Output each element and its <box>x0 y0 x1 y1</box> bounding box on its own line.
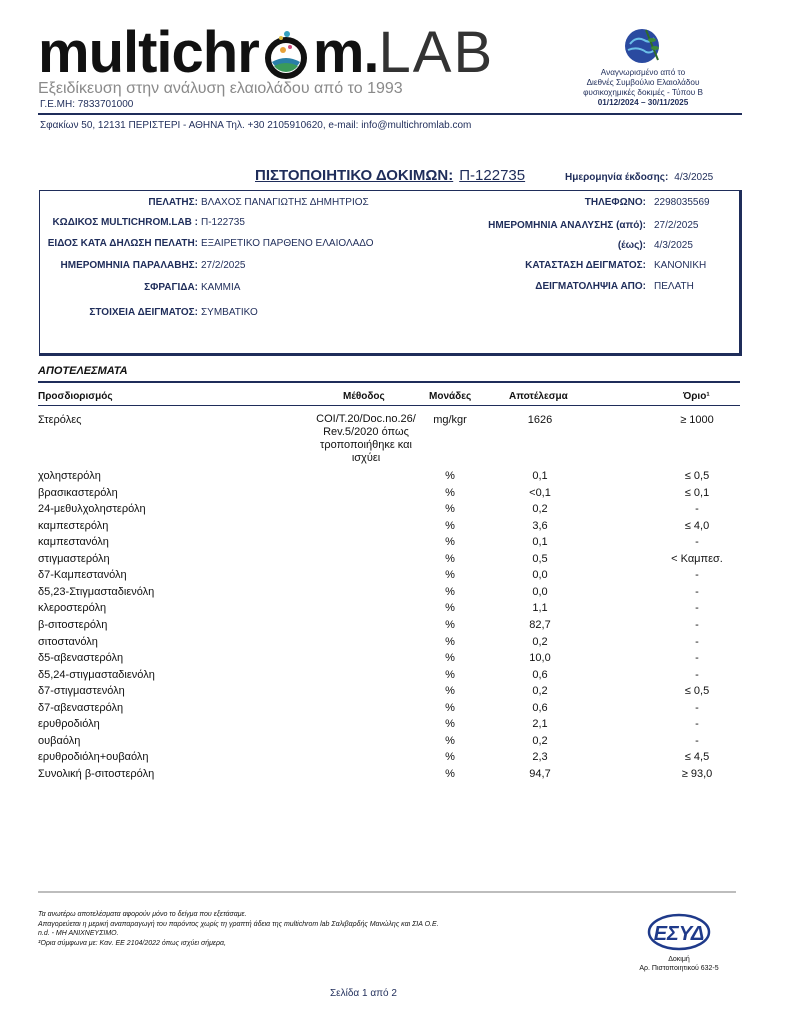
accreditation-line: 01/12/2024 – 30/11/2025 <box>597 98 689 107</box>
row-result: 3,6 <box>532 520 548 532</box>
row-result: 0,1 <box>532 470 548 482</box>
footer-note: Τα ανωτέρω αποτελέσματα αφορούν μόνο το δείγμα που εξετάσαμε. <box>38 911 247 918</box>
row-name: κλεροστερόλη <box>38 602 107 614</box>
sampling-label: ΔΕΙΓΜΑΤΟΛΗΨΙΑ ΑΠΟ: <box>535 281 646 292</box>
column-header-result: Αποτέλεσμα <box>509 391 568 402</box>
row-result: 0,6 <box>532 702 548 714</box>
row-result: 94,7 <box>529 768 551 780</box>
column-header-limit: Όριο¹ <box>683 391 710 402</box>
issue-date <box>565 172 713 183</box>
row-name: Συνολική β-σιτοστερόλη <box>38 768 155 780</box>
received-date-value: 27/2/2025 <box>201 260 246 271</box>
row-unit: % <box>445 569 455 581</box>
analysis-from-value: 27/2/2025 <box>654 220 699 231</box>
row-unit: % <box>445 652 455 664</box>
row-result: 0,2 <box>532 636 548 648</box>
row-result: 0,6 <box>532 669 548 681</box>
row-unit: % <box>445 751 455 763</box>
analysis-from-label: ΗΜΕΡΟΜΗΝΙΑ ΑΝΑΛΥΣΗΣ (από): <box>488 220 646 231</box>
column-header-method: Μέθοδος <box>343 391 385 402</box>
row-limit: - <box>695 602 699 614</box>
row-limit: - <box>695 586 699 598</box>
row-result: 0,2 <box>532 685 548 697</box>
row-limit: - <box>695 652 699 664</box>
esyd-logo <box>647 912 711 952</box>
column-header-units: Μονάδες <box>429 391 472 402</box>
phone-value: 2298035569 <box>654 197 710 208</box>
flask-icon <box>261 28 311 80</box>
row-name: σιτοστανόλη <box>38 636 98 648</box>
sterols-method: COI/T.20/Doc.no.26/ Rev.5/2020 όπως τροποποιήθηκε και ισχύει <box>316 413 416 464</box>
footer-divider <box>38 891 736 893</box>
row-limit: ≥ 93,0 <box>681 768 713 780</box>
seal-label: ΣΦΡΑΓΙΔΑ: <box>144 282 198 293</box>
accreditation-line: φυσικοχημικές δοκιμές - Τύπου Β <box>583 88 703 97</box>
client-label: ΠΕΛΑΤΗΣ: <box>148 197 198 208</box>
declared-type-value: ΕΞΑΙΡΕΤΙΚΟ ΠΑΡΘΕΝΟ ΕΛΑΙΟΛΑΔΟ <box>201 238 374 249</box>
row-result: 0,2 <box>532 503 548 515</box>
declared-type-label: ΕΙΔΟΣ ΚΑΤΑ ΔΗΛΩΣΗ ΠΕΛΑΤΗ: <box>47 238 198 249</box>
footer-note: ¹Όρια σύμφωνα με: Καν. ΕΕ 2104/2022 όπως ισχύει σήμερα, <box>38 939 226 947</box>
row-unit: % <box>445 685 455 697</box>
row-limit: - <box>695 536 699 548</box>
row-name: δ7-Καμπεστανόλη <box>38 569 127 581</box>
issue-date-value: 4/3/2025 <box>674 172 714 183</box>
row-name: ερυθροδιόλη <box>38 718 100 730</box>
certificate-title-label: ΠΙΣΤΟΠΟΙΗΤΙΚΟ ΔΟΚΙΜΩΝ: <box>255 167 454 184</box>
row-unit: % <box>445 503 455 515</box>
tagline: Εξειδίκευση στην ανάλυση ελαιολάδου από το 1993 <box>38 80 403 97</box>
row-limit: - <box>695 503 699 515</box>
esyd-logo-text: ΕΣΥΔ <box>653 923 705 945</box>
row-limit: ≤ 4,0 <box>684 520 710 532</box>
row-limit: ≤ 0,5 <box>684 685 710 697</box>
row-limit: - <box>695 669 699 681</box>
header-divider <box>38 113 742 115</box>
row-result: 0,0 <box>532 586 548 598</box>
row-unit: % <box>445 735 455 747</box>
accreditation-text <box>555 68 731 108</box>
client-value: ΒΛΑΧΟΣ ΠΑΝΑΓΙΩΤΗΣ ΔΗΜΗΤΡΙΟΣ <box>201 197 369 208</box>
logo-text-main: multichr <box>38 20 259 85</box>
row-result: 2,3 <box>532 751 548 763</box>
certificate-title <box>255 167 525 184</box>
sample-info-box <box>39 190 742 356</box>
analysis-to-label: (έως): <box>617 240 646 251</box>
row-unit: % <box>445 553 455 565</box>
sterols-name: Στερόλες <box>38 414 82 426</box>
footer-notes <box>38 910 439 948</box>
sample-condition-label: ΚΑΤΑΣΤΑΣΗ ΔΕΙΓΜΑΤΟΣ: <box>525 260 646 271</box>
sample-details-value: ΣΥΜΒΑΤΙΚΟ <box>201 307 258 318</box>
gemi-number: Γ.Ε.ΜΗ: 7833701000 <box>40 99 134 110</box>
row-unit: % <box>445 768 455 780</box>
row-name: ουβαόλη <box>38 735 81 747</box>
row-unit: % <box>445 487 455 499</box>
esyd-caption-line: Δοκιμή <box>668 956 690 963</box>
row-name: χοληστερόλη <box>38 470 101 482</box>
row-result: 0,2 <box>532 735 548 747</box>
row-unit: % <box>445 536 455 548</box>
sterols-unit: mg/kgr <box>433 414 467 426</box>
address-line: Σφακίων 50, 12131 ΠΕΡΙΣΤΕΡΙ - ΑΘΗΝΑ Τηλ. +30 2105910620, e-mail: info@multichromlab.com <box>40 120 472 131</box>
row-name: δ7-αβεναστερόλη <box>38 702 124 714</box>
row-unit: % <box>445 718 455 730</box>
row-name: δ5-αβεναστερόλη <box>38 652 124 664</box>
lab-logo <box>38 20 494 86</box>
results-divider-top <box>38 381 740 383</box>
row-limit: - <box>695 735 699 747</box>
sterols-limit: ≥ 1000 <box>680 414 714 426</box>
row-name: στιγμαστερόλη <box>38 553 110 565</box>
row-result: 10,0 <box>529 652 551 664</box>
row-name: δ7-στιγμαστενόλη <box>38 685 125 697</box>
row-unit: % <box>445 586 455 598</box>
row-name: β-σιτοστερόλη <box>38 619 108 631</box>
row-unit: % <box>445 470 455 482</box>
lab-code-value: Π-122735 <box>201 217 245 228</box>
row-unit: % <box>445 669 455 681</box>
row-limit: - <box>695 718 699 730</box>
logo-text-lab: LAB <box>378 20 495 85</box>
row-name: καμπεστανόλη <box>38 536 109 548</box>
issue-date-label: Ημερομηνία έκδοσης: <box>565 172 669 183</box>
row-result: 2,1 <box>532 718 548 730</box>
row-limit: < Καμπεσ. <box>671 553 723 565</box>
footer-note: n.d. - ΜΗ ΑΝΙΧΝΕΥΣΙΜΟ. <box>38 930 119 938</box>
results-divider-header <box>38 405 740 406</box>
analysis-to-value: 4/3/2025 <box>654 240 693 251</box>
row-limit: - <box>695 569 699 581</box>
row-limit: ≤ 0,1 <box>684 487 710 499</box>
row-name: 24-μεθυλχοληστερόλη <box>38 503 146 515</box>
logo-text-tail: m. <box>312 20 379 85</box>
ioc-globe-icon <box>622 26 662 66</box>
row-limit: ≤ 0,5 <box>684 470 710 482</box>
esyd-caption <box>630 955 728 973</box>
row-unit: % <box>445 520 455 532</box>
footer-note: Απαγορεύεται η μερική αναπαραγωγή του παρόντος χωρίς τη γραπτή άδεια της multichrom lab Σαλιβαρδής Μανώλης και ΣΙΑ Ο.Ε. <box>38 920 439 928</box>
row-limit: - <box>695 702 699 714</box>
received-date-label: ΗΜΕΡΟΜΗΝΙΑ ΠΑΡΑΛΑΒΗΣ: <box>60 260 198 271</box>
page-number: Σελίδα 1 από 2 <box>330 988 397 999</box>
esyd-caption-line: Αρ. Πιστοποιητικού 632-5 <box>639 965 719 972</box>
certificate-number: Π-122735 <box>459 167 526 184</box>
row-result: 1,1 <box>532 602 548 614</box>
row-name: βρασικαστερόλη <box>38 487 118 499</box>
column-header-parameter: Προσδιορισμός <box>38 391 113 402</box>
accreditation-line: Αναγνωρισμένο από το <box>600 68 686 77</box>
row-limit: - <box>695 636 699 648</box>
results-heading: ΑΠΟΤΕΛΕΣΜΑΤΑ <box>38 365 128 377</box>
row-result: 0,0 <box>532 569 548 581</box>
row-name: δ5,24-στιγμασταδιενόλη <box>38 669 155 681</box>
sample-details-label: ΣΤΟΙΧΕΙΑ ΔΕΙΓΜΑΤΟΣ: <box>89 307 198 318</box>
row-unit: % <box>445 619 455 631</box>
sterols-result: 1626 <box>527 414 553 426</box>
sample-condition-value: ΚΑΝΟΝΙΚΗ <box>654 260 707 271</box>
row-unit: % <box>445 602 455 614</box>
phone-label: ΤΗΛΕΦΩΝΟ: <box>584 197 646 208</box>
row-result: 0,5 <box>532 553 548 565</box>
seal-value: ΚΑΜΜΙΑ <box>201 282 241 293</box>
lab-code-label: ΚΩΔΙΚΟΣ MULTICHROM.LAB : <box>52 217 198 228</box>
row-result: 0,1 <box>532 536 548 548</box>
row-name: ερυθροδιόλη+ουβαόλη <box>38 751 149 763</box>
row-unit: % <box>445 702 455 714</box>
row-name: δ5,23-Στιγμασταδιενόλη <box>38 586 155 598</box>
row-result: <0,1 <box>529 487 551 499</box>
row-name: καμπεστερόλη <box>38 520 109 532</box>
sampling-value: ΠΕΛΑΤΗ <box>654 281 694 292</box>
accreditation-line: Διεθνές Συμβούλιο Ελαιολάδου <box>586 78 700 87</box>
row-limit: - <box>695 619 699 631</box>
row-result: 82,7 <box>529 619 551 631</box>
row-unit: % <box>445 636 455 648</box>
row-limit: ≤ 4,5 <box>684 751 710 763</box>
